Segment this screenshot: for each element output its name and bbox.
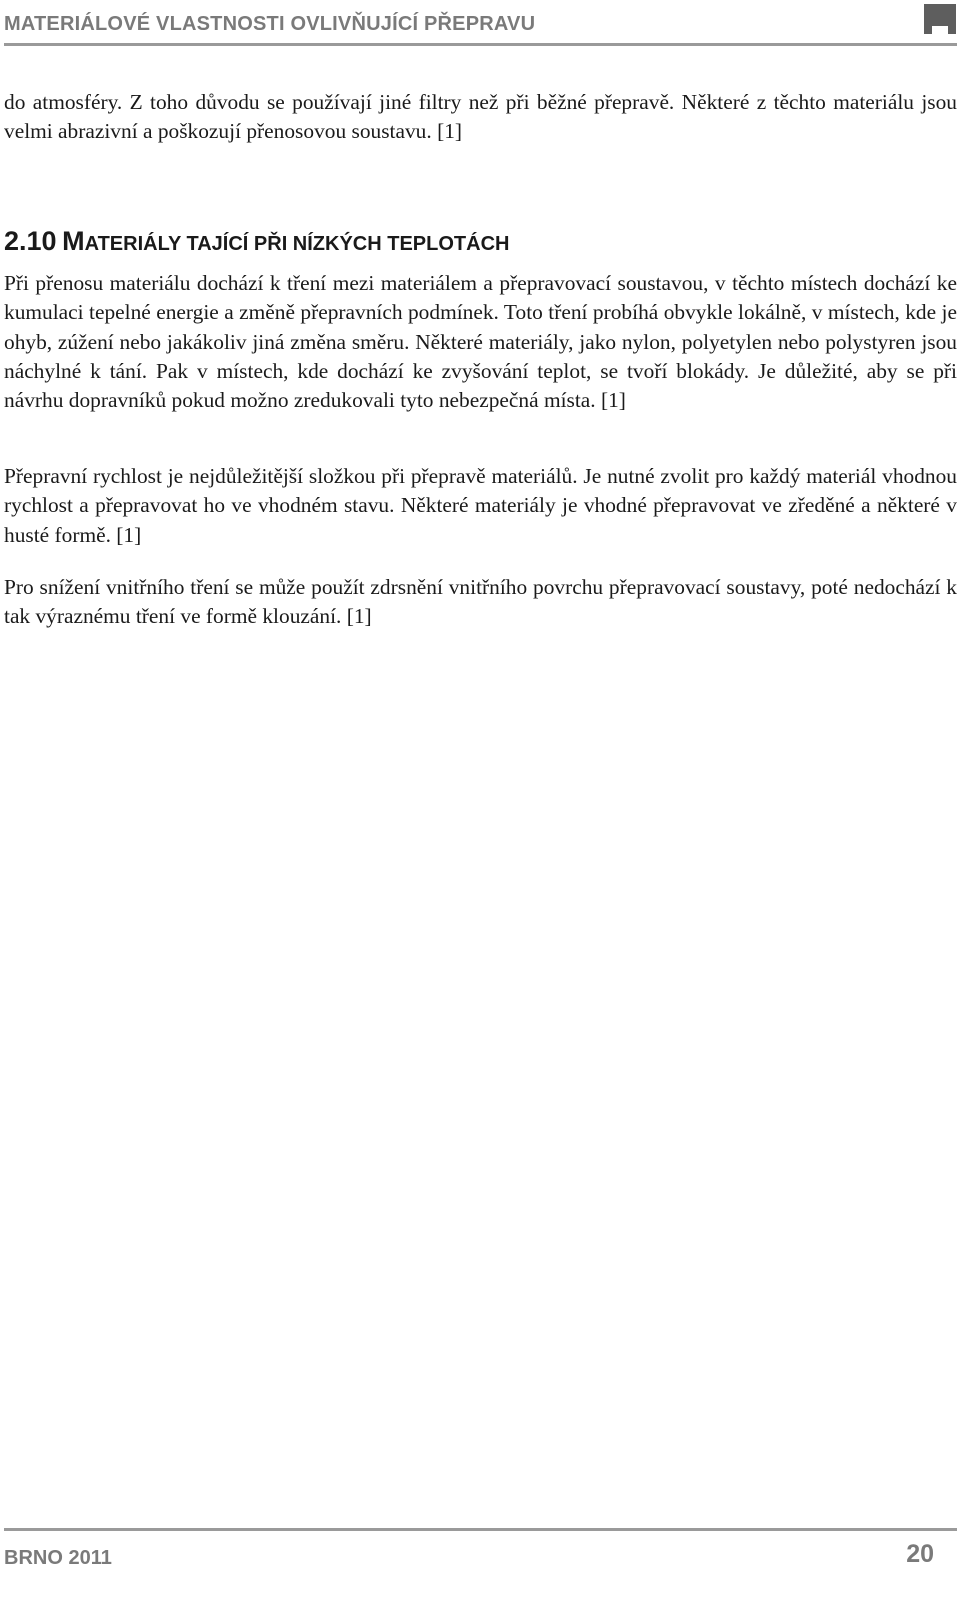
paragraph-2: Přepravní rychlost je nejdůležitější složkou při přepravě materiálů. Je nutné zvolit pro každý materiál vhodnou rychlost a přepravovat ho ve vhodném stavu. Některé materiály je vhodné přepravovat ve zředěné a některé v husté formě. [1] — [4, 464, 957, 547]
header-divider — [4, 43, 957, 46]
section-number: 2.10 — [4, 226, 57, 256]
continuation-paragraph: do atmosféry. Z toho důvodu se používají jiné filtry než při běžné přepravě. Některé z těchto materiálu jsou velmi abrazivní a poškozují přenosovou soustavu. [1] — [4, 90, 957, 144]
section-title-initial: M — [62, 226, 85, 256]
page-number: 20 — [906, 1540, 934, 1568]
paragraph-3: Pro snížení vnitřního tření se může použít zdrsnění vnitřního povrchu přepravovací soustavy, poté nedochází k tak výraznému tření ve formě klouzání. [1] — [4, 575, 957, 629]
section-heading — [4, 226, 509, 257]
faculty-logo-icon — [924, 4, 956, 34]
footer-divider — [4, 1528, 957, 1531]
paragraph-1: Při přenosu materiálu dochází k tření mezi materiálem a přepravovací soustavou, v těchto místech dochází ke kumulaci tepelné energie a změně přepravních podmínek. Toto tření probíhá obvykle lokálně, v místech, kde je ohyb, zúžení nebo jakákoliv jiná změna směru. Některé materiály, jako nylon, polyetylen nebo polystyren jsou náchylné k tání. Pak v místech, kde dochází ke zvyšování teplot, se tvoří blokády. Je důležité, aby se při návrhu dopravníků pokud možno zredukovali tyto nebezpečná místa. [1] — [4, 271, 957, 413]
footer-location-year: BRNO 2011 — [4, 1547, 112, 1569]
running-header-title: MATERIÁLOVÉ VLASTNOSTI OVLIVŇUJÍCÍ PŘEPRAVU — [4, 13, 536, 35]
section-title-rest: ATERIÁLY TAJÍCÍ PŘI NÍZKÝCH TEPLOTÁCH — [84, 233, 510, 255]
